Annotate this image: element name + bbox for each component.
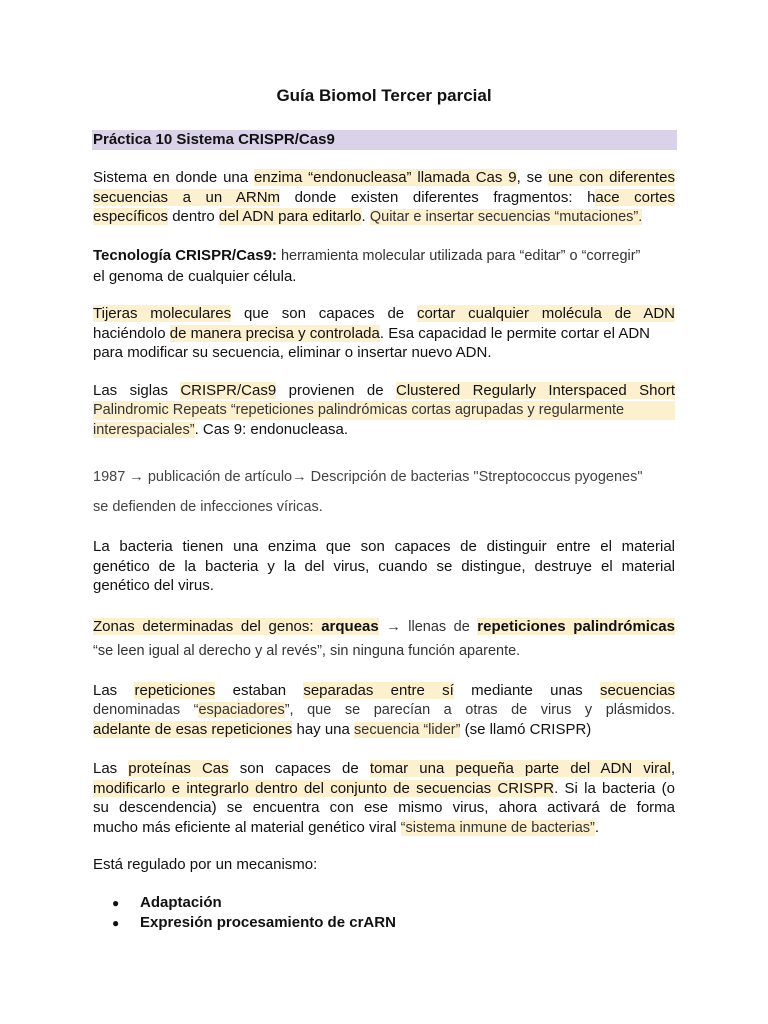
paragraph-regulation: Está regulado por un mecanismo: <box>93 856 318 873</box>
list-item: ● Expresión procesamiento de crARN <box>112 914 396 931</box>
section-heading: Práctica 10 Sistema CRISPR/Cas9 <box>92 130 677 150</box>
paragraph-repeats: Las repeticiones estaban separadas entre sí mediante unas secuencias denominadas “espaciadores”, que se parecían a otras de virus y plásmidos. adelante de esas repeticiones hay una secuencia “lider” (se llamó CRISPR) <box>93 682 676 738</box>
paragraph-scissors: Tijeras moleculares que son capaces de cortar cualquier molécula de ADN haciéndolo de manera precisa y controlada. Esa capacidad le permite cortar el ADN para modificar su secuencia, eliminar o insertar nuevo ADN. <box>93 305 675 361</box>
page-title: Guía Biomol Tercer parcial <box>276 86 492 105</box>
paragraph-history: 1987 → publicación de artículo→ Descripción de bacterias "Streptococcus pyogenes" se defienden de infecciones víricas. <box>93 469 643 515</box>
bullet-icon: ● <box>112 896 120 910</box>
list-item: ● Adaptación <box>112 894 222 911</box>
paragraph-system: Sistema en donde una enzima “endonucleasa” llamada Cas 9, se une con diferentes secuencias a un ARNm donde existen diferentes fragmentos: hace cortes específicos dentro del ADN para editarlo. Quitar e insertar secuencias “mutaciones”. <box>93 169 675 225</box>
paragraph-cas-proteins: Las proteínas Cas son capaces de tomar una pequeña parte del ADN viral, modificarlo e integrarlo dentro del conjunto de secuencias CRISPR. Si la bacteria (o su descendencia) se encuentra con ese mismo virus, ahora activará de forma mucho más eficiente al material genético viral “sistema inmune de bacterias”. <box>93 760 675 836</box>
bullet-list <box>112 893 396 933</box>
paragraph-technology: Tecnología CRISPR/Cas9: herramienta molecular utilizada para “editar” o “corregir” el genoma de cualquier célula. <box>93 247 641 285</box>
paragraph-bacteria: La bacteria tienen una enzima que son capaces de distinguir entre el material genético de la bacteria y la del virus, cuando se distingue, destruye el material genético del virus. <box>93 538 675 594</box>
bullet-icon: ● <box>112 916 120 930</box>
paragraph-zones: Zonas determinadas del genos: arqueas → llenas de repeticiones palindrómicas “se leen igual al derecho y al revés”, sin ninguna función aparente. <box>93 618 675 659</box>
paragraph-acronym: Las siglas CRISPR/Cas9 provienen de Clustered Regularly Interspaced Short Palindromic Repeats “repeticiones palindrómicas cortas agrupadas y regularmente interespaciales”. Cas 9: endonucleasa. <box>93 382 675 438</box>
